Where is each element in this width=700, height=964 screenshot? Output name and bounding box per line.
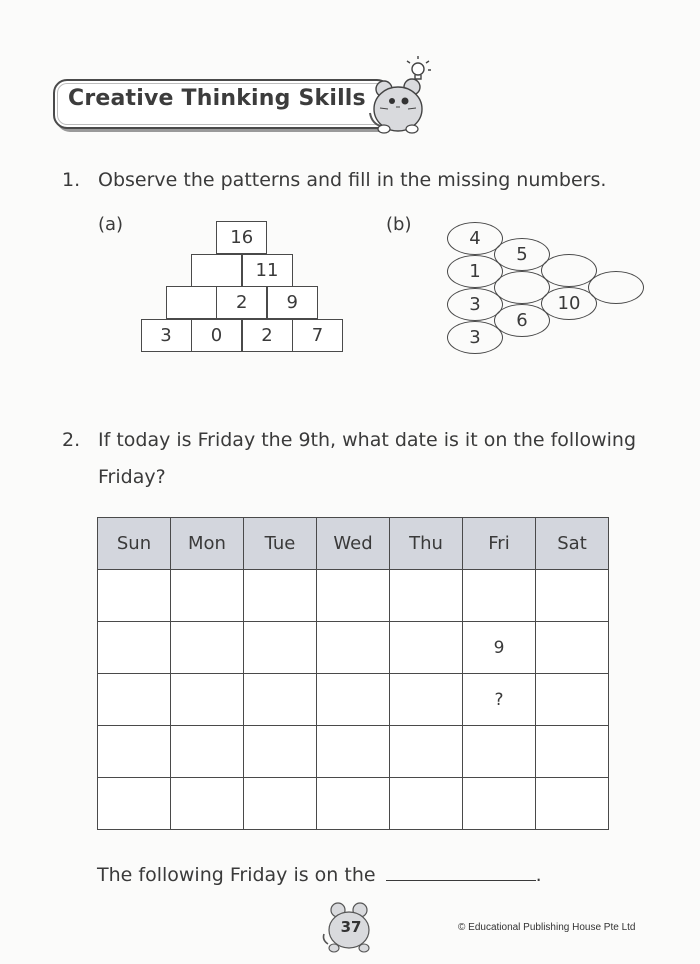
answer-sentence [97,862,542,886]
question-2-text-line1: If today is Friday the 9th, what date is it on the following [98,429,637,451]
calendar-day-cell[interactable]: ? [463,674,536,726]
answer-period: . [535,864,542,886]
oval-number: 10 [541,287,597,320]
calendar-week-row [98,570,609,622]
calendar-header-wed: Wed [317,518,390,570]
copyright-notice: © Educational Publishing House Pte Ltd [458,922,636,933]
calendar-day-cell[interactable] [244,726,317,778]
calendar-header-sun: Sun [98,518,171,570]
calendar-week-row [98,622,609,674]
answer-blank[interactable] [386,862,536,881]
mouse-with-lightbulb-icon [362,55,442,135]
question-1-number: 1. [62,169,81,191]
pyramid-cell: 3 [141,319,192,352]
calendar-header-sat: Sat [536,518,609,570]
calendar-day-cell[interactable] [390,726,463,778]
pyramid-blank-cell[interactable] [166,286,217,319]
calendar-day-cell[interactable] [98,674,171,726]
oval-number: 5 [494,238,550,271]
question-2-text-line2: Friday? [98,466,166,488]
oval-number: 1 [447,255,503,288]
pyramid-cell: 16 [216,221,267,254]
calendar-day-cell[interactable] [317,778,390,830]
calendar-day-cell[interactable] [171,778,244,830]
calendar-day-cell[interactable] [536,674,609,726]
calendar-header-row [98,518,609,570]
calendar-header-fri: Fri [463,518,536,570]
calendar-day-cell[interactable] [390,622,463,674]
calendar-day-cell[interactable] [98,570,171,622]
calendar-day-cell[interactable] [317,726,390,778]
page-title: Creative Thinking Skills [68,86,366,111]
calendar-day-cell[interactable] [98,778,171,830]
pyramid-cell: 11 [242,254,293,287]
calendar-day-cell[interactable] [463,726,536,778]
pyramid-cell: 7 [292,319,343,352]
calendar-day-cell[interactable] [390,570,463,622]
oval-number: 3 [447,288,503,321]
calendar-header-thu: Thu [390,518,463,570]
calendar-header-tue: Tue [244,518,317,570]
calendar-day-cell[interactable] [244,674,317,726]
calendar-day-cell[interactable] [536,726,609,778]
oval-number: 6 [494,304,550,337]
calendar-day-cell[interactable] [317,674,390,726]
calendar-day-cell[interactable] [317,622,390,674]
oval-number: 3 [447,321,503,354]
calendar-day-cell[interactable] [171,726,244,778]
calendar-day-cell[interactable] [171,570,244,622]
calendar-day-cell[interactable] [171,622,244,674]
pyramid-cell: 2 [242,319,293,352]
part-b-label: (b) [386,214,412,235]
calendar-table [97,517,609,830]
calendar-day-cell[interactable] [463,570,536,622]
calendar-week-row [98,778,609,830]
oval-blank[interactable] [588,271,644,304]
calendar-day-cell[interactable] [244,778,317,830]
calendar-day-cell[interactable] [463,778,536,830]
calendar-day-cell[interactable] [317,570,390,622]
calendar-day-cell[interactable] [390,674,463,726]
calendar-day-cell[interactable] [536,778,609,830]
calendar-day-cell[interactable] [98,726,171,778]
calendar-day-cell[interactable]: 9 [463,622,536,674]
question-1-text: Observe the patterns and fill in the missing numbers. [98,169,607,191]
pyramid-cell: 2 [216,286,267,319]
answer-prompt: The following Friday is on the [97,864,376,886]
calendar-day-cell[interactable] [536,570,609,622]
pyramid-cell: 0 [191,319,242,352]
page-number: 37 [340,918,362,936]
calendar-day-cell[interactable] [171,674,244,726]
calendar-header-mon: Mon [171,518,244,570]
calendar-day-cell[interactable] [536,622,609,674]
part-a-label: (a) [98,214,124,235]
oval-number: 4 [447,222,503,255]
calendar-day-cell[interactable] [98,622,171,674]
calendar-day-cell[interactable] [244,570,317,622]
calendar-day-cell[interactable] [390,778,463,830]
calendar-week-row [98,726,609,778]
question-2-number: 2. [62,429,81,451]
pyramid-cell: 9 [267,286,318,319]
pyramid-blank-cell[interactable] [191,254,242,287]
calendar-day-cell[interactable] [244,622,317,674]
calendar-week-row [98,674,609,726]
